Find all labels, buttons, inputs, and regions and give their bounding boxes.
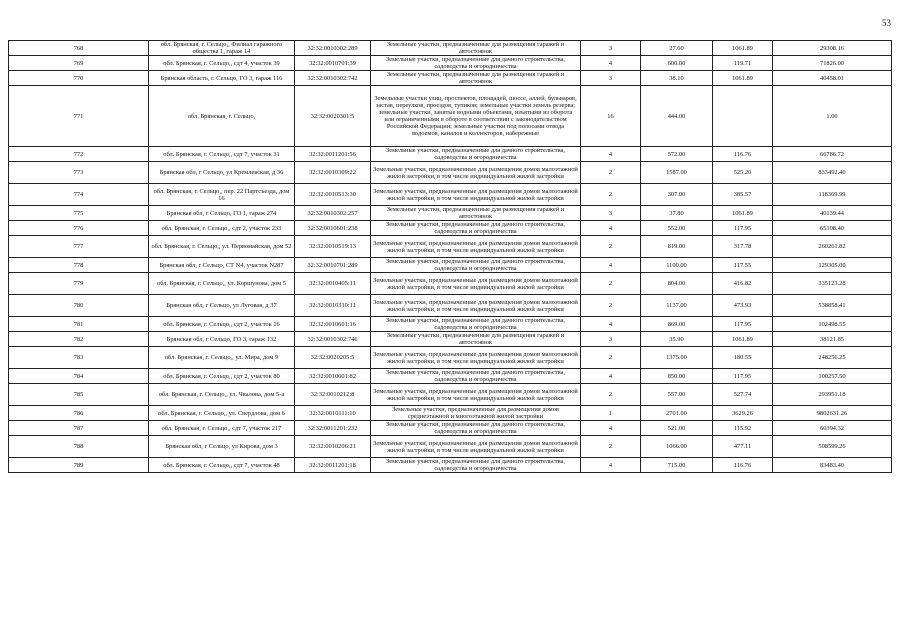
group-cell: 2 xyxy=(581,295,641,317)
land-use-cell: Земельные участки, предназначенные для дачного строительства, садоводства и огородничества xyxy=(371,421,581,436)
cadastral-number-cell: 32:32:0011201:18 xyxy=(295,458,371,473)
address-cell: обл. Брянская, г. Сельцо,, сдт 7, участок 217 xyxy=(149,421,295,436)
land-use-cell: Земельные участки, предназначенные для размещения домов малоэтажной жилой застройки, в том числе индивидуальной жилой застройки xyxy=(371,162,581,184)
rate-cell: 117.95 xyxy=(713,317,773,332)
cadastral-value-cell: 538858.41 xyxy=(773,295,892,317)
address-cell: обл. Брянская, г. Сельцо,, ул. Первомайская, дом 52 xyxy=(149,236,295,258)
address-cell: Брянская обл, г Сельцо, ул Кремлевская, д 36 xyxy=(149,162,295,184)
address-cell: обл. Брянская, г. Сельцо,, сдт 2, участок 80 xyxy=(149,369,295,384)
row-number-cell: 787 xyxy=(9,421,149,436)
land-use-cell: Земельные участки, предназначенные для размещения домов малоэтажной жилой застройки, в том числе индивидуальной жилой застройки xyxy=(371,436,581,458)
cadastral-value-cell: 129305.00 xyxy=(773,258,892,273)
cadastral-value-cell: 65108.40 xyxy=(773,221,892,236)
cadastral-number-cell: 32:32:0020301:5 xyxy=(295,86,371,147)
cadastral-value-cell: 260261.82 xyxy=(773,236,892,258)
row-number-cell: 776 xyxy=(9,221,149,236)
table-row xyxy=(9,384,892,406)
cadastral-number-cell: 32:32:0010212:8 xyxy=(295,384,371,406)
cadastral-value-cell: 9802631.26 xyxy=(773,406,892,421)
group-cell: 4 xyxy=(581,458,641,473)
group-cell: 4 xyxy=(581,56,641,71)
cadastral-number-cell: 32:32:0010513:30 xyxy=(295,184,371,206)
group-cell: 2 xyxy=(581,347,641,369)
cadastral-value-cell: 102498.55 xyxy=(773,317,892,332)
cadastral-value-cell: 293951.18 xyxy=(773,384,892,406)
land-use-cell: Земельные участки, предназначенные для дачного строительства, садоводства и огородничества xyxy=(371,369,581,384)
row-number-cell: 781 xyxy=(9,317,149,332)
land-use-cell: Земельные участки, предназначенные для размещения гаражей и автостоянок xyxy=(371,71,581,86)
cadastral-number-cell: 32:32:0010519:13 xyxy=(295,236,371,258)
group-cell: 4 xyxy=(581,258,641,273)
cadastral-number-cell: 32:32:0010601:238 xyxy=(295,221,371,236)
address-cell: Брянская обл, г Сельцо, ул Кирова, дом 3 xyxy=(149,436,295,458)
area-cell: 38.10 xyxy=(641,71,713,86)
table-row xyxy=(9,71,892,86)
row-number-cell: 785 xyxy=(9,384,149,406)
row-number-cell: 772 xyxy=(9,147,149,162)
cadastral-value-cell: 71826.00 xyxy=(773,56,892,71)
cadastral-value-cell: 38121.85 xyxy=(773,332,892,347)
group-cell: 2 xyxy=(581,184,641,206)
rate-cell: 1061.89 xyxy=(713,332,773,347)
cadastral-value-cell: 248256.25 xyxy=(773,347,892,369)
cadastral-value-cell: 29308.16 xyxy=(773,41,892,56)
area-cell: 37.80 xyxy=(641,206,713,221)
rate-cell: 477.11 xyxy=(713,436,773,458)
row-number-cell: 788 xyxy=(9,436,149,458)
table-row xyxy=(9,347,892,369)
cadastral-number-cell: 32:32:0011201:232 xyxy=(295,421,371,436)
table-row xyxy=(9,458,892,473)
address-cell: обл. Брянская, г. Сельцо,, сдт 2, участок 233 xyxy=(149,221,295,236)
group-cell: 16 xyxy=(581,86,641,147)
row-number-cell: 774 xyxy=(9,184,149,206)
area-cell: 2701.00 xyxy=(641,406,713,421)
rate-cell: 527.74 xyxy=(713,384,773,406)
rate-cell: 116.76 xyxy=(713,458,773,473)
address-cell: Брянская обл, г Сельцо, ГО 1, гараж 274 xyxy=(149,206,295,221)
cadastral-value-cell: 833492.40 xyxy=(773,162,892,184)
table-row xyxy=(9,162,892,184)
group-cell: 4 xyxy=(581,221,641,236)
area-cell: 1137.00 xyxy=(641,295,713,317)
cadastral-number-cell: 32:32:0010302:742 xyxy=(295,71,371,86)
group-cell: 2 xyxy=(581,384,641,406)
rate-cell xyxy=(713,86,773,147)
land-use-cell: Земельные участки, предназначенные для дачного строительства, садоводства и огородничества xyxy=(371,458,581,473)
land-use-cell: Земельные участки улиц, проспектов, площадей, шоссе, аллей, бульваров, застав, переулков, проездов, тупиков; земельные участки земель резерва; земельные участки, занятые водными объектами, изъятыми из оборота или ограниченными в обороте в соответствии с законодательством Российской Федерации; земельные участки под полосами отвода водоемов, каналов и коллекторов, набережные xyxy=(371,86,581,147)
area-cell: 557.00 xyxy=(641,384,713,406)
address-cell: Брянская обл, г Сельцо, ГО 3, гараж 132 xyxy=(149,332,295,347)
table-row xyxy=(9,236,892,258)
table-row xyxy=(9,369,892,384)
row-number-cell: 786 xyxy=(9,406,149,421)
land-use-cell: Земельные участки, предназначенные для размещения домов малоэтажной жилой застройки, в том числе индивидуальной жилой застройки xyxy=(371,384,581,406)
cadastral-number-cell: 32:32:0010701:39 xyxy=(295,56,371,71)
group-cell: 4 xyxy=(581,317,641,332)
address-cell: Брянская обл, г Сельцо, ул Луговая, д 37 xyxy=(149,295,295,317)
cadastral-value-cell: 60394.32 xyxy=(773,421,892,436)
area-cell: 1587.00 xyxy=(641,162,713,184)
cadastral-value-cell: 118369.99 xyxy=(773,184,892,206)
cadastral-value-cell: 40458.01 xyxy=(773,71,892,86)
group-cell: 3 xyxy=(581,41,641,56)
row-number-cell: 780 xyxy=(9,295,149,317)
area-cell: 444.00 xyxy=(641,86,713,147)
cadastral-number-cell: 32:32:0010405:11 xyxy=(295,273,371,295)
area-cell: 715.00 xyxy=(641,458,713,473)
rate-cell: 117.55 xyxy=(713,258,773,273)
land-use-cell: Земельные участки, предназначенные для дачного строительства, садоводства и огородничества xyxy=(371,258,581,273)
table-row xyxy=(9,273,892,295)
group-cell: 2 xyxy=(581,436,641,458)
address-cell: обл. Брянская, г. Сельцо,, ул. Свердлова, дом 6 xyxy=(149,406,295,421)
address-cell: обл. Брянская, г. Сельцо,, сдт 4, участок 39 xyxy=(149,56,295,71)
area-cell: 572.00 xyxy=(641,147,713,162)
land-use-cell: Земельные участки, предназначенные для дачного строительства, садоводства и огородничества xyxy=(371,147,581,162)
row-number-cell: 783 xyxy=(9,347,149,369)
rate-cell: 1061.89 xyxy=(713,41,773,56)
address-cell: Брянская обл, г Сельцо, СТ N4, участок N287 xyxy=(149,258,295,273)
address-cell: обл. Брянская, г. Сельцо,, сдт 7, участок 48 xyxy=(149,458,295,473)
land-use-cell: Земельные участки, предназначенные для размещения домов среднеэтажной и многоэтажной жилой застройки xyxy=(371,406,581,421)
cadastral-value-cell: 40139.44 xyxy=(773,206,892,221)
cadastral-number-cell: 32:32:0010302:257 xyxy=(295,206,371,221)
land-use-cell: Земельные участки, предназначенные для дачного строительства, садоводства и огородничества xyxy=(371,221,581,236)
area-cell: 27.60 xyxy=(641,41,713,56)
address-cell: обл. Брянская, г. Сельцо,, Филиал гаражного общества 1, гараж 14 xyxy=(149,41,295,56)
group-cell: 3 xyxy=(581,71,641,86)
cadastral-value-cell: 66786.72 xyxy=(773,147,892,162)
rate-cell: 3629.26 xyxy=(713,406,773,421)
row-number-cell: 770 xyxy=(9,71,149,86)
rate-cell: 317.78 xyxy=(713,236,773,258)
land-use-cell: Земельные участки, предназначенные для дачного строительства, садоводства и огородничества xyxy=(371,56,581,71)
cadastral-number-cell: 32:32:0010111:10 xyxy=(295,406,371,421)
row-number-cell: 771 xyxy=(9,86,149,147)
area-cell: 521.00 xyxy=(641,421,713,436)
area-cell: 804.00 xyxy=(641,273,713,295)
cadastral-number-cell: 32:32:0020205:5 xyxy=(295,347,371,369)
area-cell: 1375.00 xyxy=(641,347,713,369)
cadastral-number-cell: 32:32:0010309:22 xyxy=(295,162,371,184)
area-cell: 869.00 xyxy=(641,317,713,332)
group-cell: 2 xyxy=(581,162,641,184)
land-use-cell: Земельные участки, предназначенные для размещения гаражей и автостоянок xyxy=(371,41,581,56)
table-row xyxy=(9,221,892,236)
table-row xyxy=(9,184,892,206)
group-cell: 2 xyxy=(581,236,641,258)
rate-cell: 416.82 xyxy=(713,273,773,295)
row-number-cell: 777 xyxy=(9,236,149,258)
table-row xyxy=(9,436,892,458)
row-number-cell: 779 xyxy=(9,273,149,295)
table-row xyxy=(9,332,892,347)
area-cell: 35.90 xyxy=(641,332,713,347)
group-cell: 3 xyxy=(581,332,641,347)
land-use-cell: Земельные участки, предназначенные для размещения домов малоэтажной жилой застройки, в том числе индивидуальной жилой застройки xyxy=(371,347,581,369)
table-row xyxy=(9,147,892,162)
group-cell: 2 xyxy=(581,273,641,295)
address-cell: обл. Брянская, г. Сельцо,, ул. Коршунова, дом 5 xyxy=(149,273,295,295)
cadastral-value-cell: 83483.40 xyxy=(773,458,892,473)
address-cell: обл. Брянская, г. Сельцо,, ул. Мира, дом 9 xyxy=(149,347,295,369)
table-row xyxy=(9,406,892,421)
row-number-cell: 778 xyxy=(9,258,149,273)
area-cell: 819.00 xyxy=(641,236,713,258)
group-cell: 4 xyxy=(581,421,641,436)
table-row xyxy=(9,86,892,147)
area-cell: 850.00 xyxy=(641,369,713,384)
group-cell: 4 xyxy=(581,369,641,384)
cadastral-number-cell: 32:32:0010601:82 xyxy=(295,369,371,384)
rate-cell: 385.57 xyxy=(713,184,773,206)
page-number: 53 xyxy=(882,18,891,28)
cadastral-value-cell: 1.00 xyxy=(773,86,892,147)
group-cell: 4 xyxy=(581,147,641,162)
cadastral-number-cell: 32:32:0010310:11 xyxy=(295,295,371,317)
cadastral-value-table xyxy=(8,40,892,473)
area-cell: 307.00 xyxy=(641,184,713,206)
land-use-cell: Земельные участки, предназначенные для размещения домов малоэтажной жилой застройки, в том числе индивидуальной жилой застройки xyxy=(371,184,581,206)
table-row xyxy=(9,206,892,221)
address-cell: обл. Брянская, г. Сельцо,, сдт 7, участок 31 xyxy=(149,147,295,162)
rate-cell: 117.95 xyxy=(713,369,773,384)
table-row xyxy=(9,295,892,317)
rate-cell: 116.76 xyxy=(713,147,773,162)
rate-cell: 180.55 xyxy=(713,347,773,369)
land-use-cell: Земельные участки, предназначенные для размещения домов малоэтажной жилой застройки, в том числе индивидуальной жилой застройки xyxy=(371,236,581,258)
table-row xyxy=(9,56,892,71)
table-row xyxy=(9,41,892,56)
cadastral-value-cell: 508599.26 xyxy=(773,436,892,458)
land-use-cell: Земельные участки, предназначенные для размещения гаражей и автостоянок xyxy=(371,206,581,221)
address-cell: обл. Брянская, г. Сельцо,, ул. Чкалова, дом 5-а xyxy=(149,384,295,406)
area-cell: 1100.00 xyxy=(641,258,713,273)
cadastral-number-cell: 32:32:0010601:16 xyxy=(295,317,371,332)
rate-cell: 473.93 xyxy=(713,295,773,317)
address-cell: обл. Брянская, г. Сельцо,, сдт 2, участок 16 xyxy=(149,317,295,332)
table-row xyxy=(9,317,892,332)
rate-cell: 525.20 xyxy=(713,162,773,184)
row-number-cell: 768 xyxy=(9,41,149,56)
row-number-cell: 773 xyxy=(9,162,149,184)
table-row xyxy=(9,421,892,436)
land-use-cell: Земельные участки, предназначенные для размещения домов малоэтажной жилой застройки, в том числе индивидуальной жилой застройки xyxy=(371,295,581,317)
rate-cell: 1061.89 xyxy=(713,71,773,86)
cadastral-number-cell: 32:32:0010302:289 xyxy=(295,41,371,56)
cadastral-value-cell: 335123.28 xyxy=(773,273,892,295)
cadastral-value-cell: 100257.50 xyxy=(773,369,892,384)
row-number-cell: 775 xyxy=(9,206,149,221)
row-number-cell: 769 xyxy=(9,56,149,71)
address-cell: Брянская область, г. Сельцо, ГО 3, гараж 116 xyxy=(149,71,295,86)
address-cell: обл. Брянская, г. Сельцо,, пер. 22 Партсъезда, дом 16 xyxy=(149,184,295,206)
cadastral-number-cell: 32:32:0010302:746 xyxy=(295,332,371,347)
area-cell: 1066.00 xyxy=(641,436,713,458)
row-number-cell: 782 xyxy=(9,332,149,347)
group-cell: 1 xyxy=(581,406,641,421)
row-number-cell: 789 xyxy=(9,458,149,473)
cadastral-number-cell: 32:32:0010206:21 xyxy=(295,436,371,458)
cadastral-number-cell: 32:32:0010701:289 xyxy=(295,258,371,273)
rate-cell: 117.95 xyxy=(713,221,773,236)
row-number-cell: 784 xyxy=(9,369,149,384)
area-cell: 600.00 xyxy=(641,56,713,71)
rate-cell: 1061.89 xyxy=(713,206,773,221)
cadastral-number-cell: 32:32:0011201:56 xyxy=(295,147,371,162)
land-use-cell: Земельные участки, предназначенные для размещения гаражей и автостоянок xyxy=(371,332,581,347)
land-use-cell: Земельные участки, предназначенные для размещения домов малоэтажной жилой застройки, в том числе индивидуальной жилой застройки xyxy=(371,273,581,295)
area-cell: 552.00 xyxy=(641,221,713,236)
group-cell: 3 xyxy=(581,206,641,221)
address-cell: обл. Брянская, г. Сельцо, xyxy=(149,86,295,147)
table-row xyxy=(9,258,892,273)
rate-cell: 115.92 xyxy=(713,421,773,436)
rate-cell: 119.71 xyxy=(713,56,773,71)
land-use-cell: Земельные участки, предназначенные для дачного строительства, садоводства и огородничества xyxy=(371,317,581,332)
